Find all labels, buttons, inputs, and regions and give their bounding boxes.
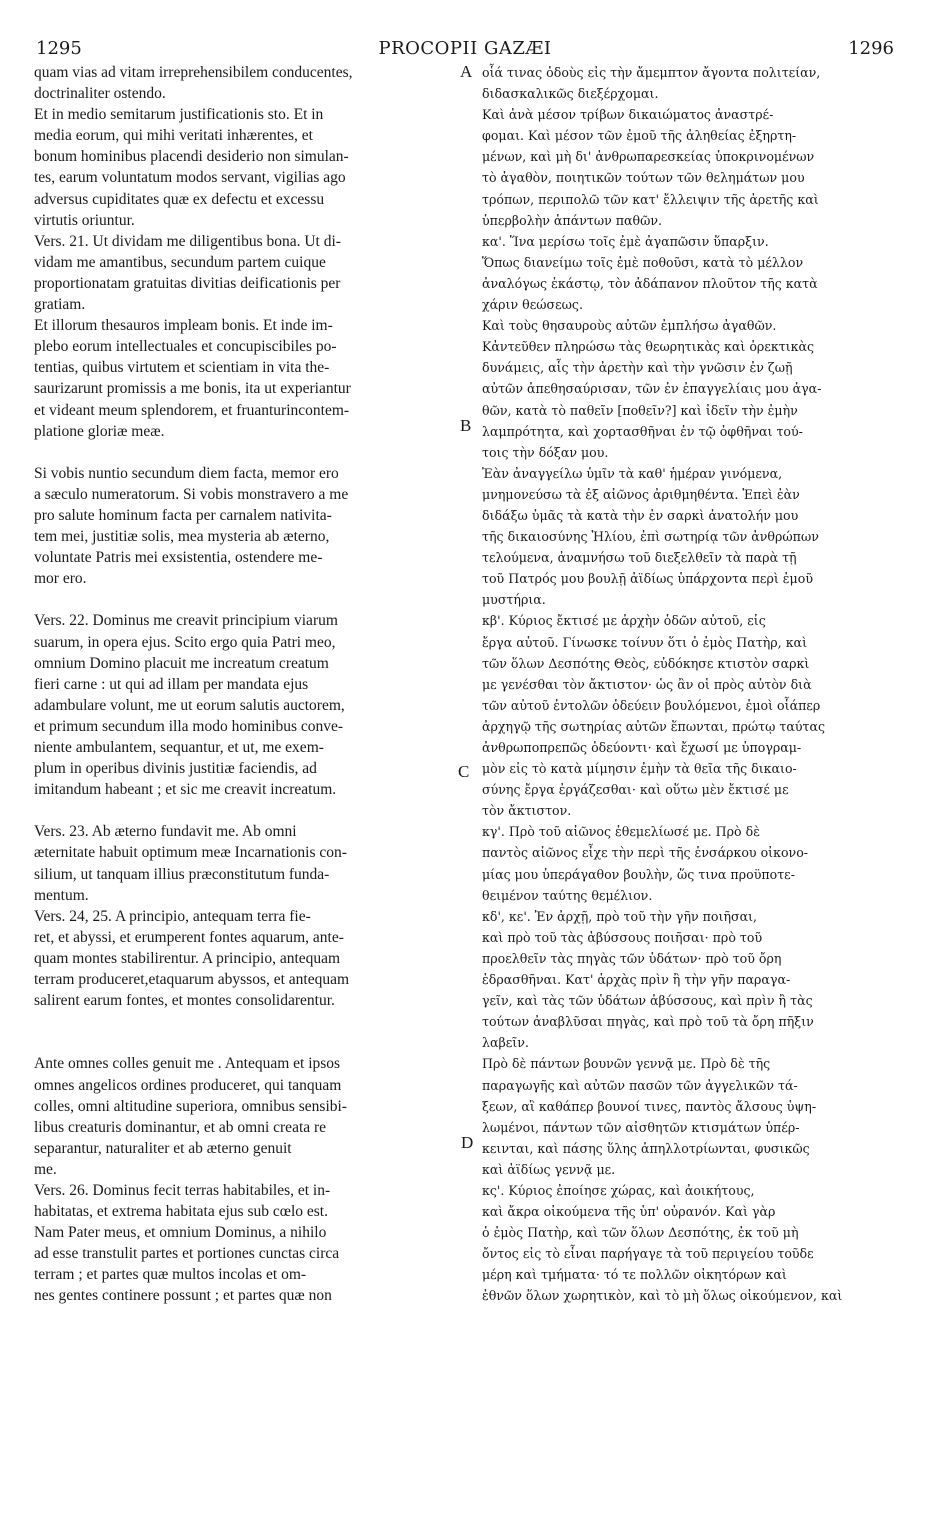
greek-text-line: ὁ ἐμὸς Πατὴρ, καὶ τῶν ὅλων Δεσπότης, ἐκ τοῦ μὴ [482,1225,799,1241]
greek-text-line: ἑδρασθῆναι. Κατ' ἀρχὰς πρὶν ἢ τὴν γῆν παραγα- [482,972,791,988]
latin-text-line: Vers. 23. Ab æterno fundavit me. Ab omni [34,823,297,841]
greek-text-line: σύνης ἔργα ἐργάζεσθαι· καὶ οὕτω μὲν ἔκτισέ με [482,782,789,798]
greek-text-line: ὄντος εἰς τὸ εἶναι παρήγαγε τὰ τοῦ περιγείου τοῦδε [482,1246,814,1262]
latin-text-line: Ante omnes colles genuit me . Antequam et ipsos [34,1055,341,1073]
margin-marker-b: B [460,416,472,435]
greek-text-line: τὸν ἄκτιστον. [482,803,572,819]
greek-text-line: μίας μου ὑπεράγαθον βουλὴν, ὥς τινα προϋποτε- [482,866,795,882]
latin-text-line: quam vias ad vitam irreprehensibilem conducentes, [34,64,353,81]
latin-text-line: omnium Domino placuit me increatum creatum [34,654,329,672]
latin-text-line: fieri carne : ut qui ad illam per mandata ejus [34,675,309,693]
latin-text-line: Et illorum thesauros impleam bonis. Et inde im- [34,317,333,335]
greek-text-line: καὶ ἀϊδίως γεννᾷ με. [482,1161,616,1177]
greek-text-line: λωμένοι, πάντων τῶν αἰσθητῶν κτισμάτων ὑπέρ- [482,1119,800,1135]
greek-text-line: λαμπρότητα, καὶ χορτασθῆναι ἐν τῷ ὀφθῆναι τού- [482,423,803,439]
latin-text-line: Nam Pater meus, et omnium Dominus, a nihilo [34,1224,327,1242]
latin-text-line: mentum. [34,886,89,904]
right-page-number: 1296 [848,38,894,59]
latin-text-line: tes, earum voluntatum modos servant, vigilias ago [34,169,346,187]
latin-text-line [34,1032,456,1053]
latin-text-line [34,800,456,821]
greek-text-line: με γενέσθαι τὸν ἄκτιστον· ὡς ἂν οἱ πρὸς αὐτὸν διὰ [482,676,812,692]
greek-text-line: προελθεῖν τὰς πηγὰς τῶν ὑδάτων· πρὸ τοῦ ὄρη [482,950,782,966]
greek-text-line: Κἀντεῦθεν πληρώσω τὰς θεωρητικὰς καὶ ὀρεκτικὰς [482,339,815,355]
latin-text-line: Vers. 21. Ut dividam me diligentibus bona. Ut di- [34,232,341,250]
greek-text-line: τῆς δικαιοσύνης Ἡλίου, ἐπὶ σωτηρίᾳ τῶν ἀνθρώπων [482,529,819,545]
greek-text-line: μυστήρια. [482,592,546,608]
latin-text-line: nes gentes continere possunt ; et partes quæ non [34,1287,332,1305]
greek-text-line: τελούμενα, ἀναμνήσω τοῦ διεξελθεῖν τὰ παρὰ τῇ [482,550,797,566]
latin-text-line: media eorum, qui mihi veritati inhærentes, et [34,127,313,145]
greek-text-line: δυνάμεις, αἷς τὴν ἀρετὴν καὶ τὴν γνῶσιν ἐν ζωῇ [482,360,793,376]
latin-text-line: et videant meum splendorem, et fruanturincontem- [34,401,350,419]
greek-text-line: τοῦ Πατρός μου βουλῇ ἀϊδίως ὑπάρχοντα περὶ ἐμοῦ [482,571,813,587]
greek-text-line: μένων, καὶ μὴ δι' ἀνθρωπαρεσκείας ὑποκρινομένων [482,149,815,165]
latin-text-line: me. [34,1160,57,1178]
latin-text-line: Et in medio semitarum justificationis sto. Et in [34,106,324,124]
latin-text-line: habitatas, et extrema habitata ejus sub cœlo est. [34,1203,328,1221]
greek-text-line: διδασκαλικῶς διεξέρχομαι. [482,86,659,102]
latin-column [34,62,456,1307]
latin-text-line: proportionatam gratuitas divitias deificationis per [34,274,341,292]
greek-text-line: μὸν εἰς τὸ κατὰ μίμησιν ἐμὴν τὰ θεῖα τῆς δικαιο- [482,761,797,777]
latin-text-line: omnes angelicos ordines produceret, qui tanquam [34,1076,342,1094]
latin-text-line: doctrinaliter ostendo. [34,85,166,103]
latin-text-line [34,1011,456,1032]
margin-marker-a: A [460,62,473,81]
greek-text-line: παραγωγῆς καὶ αὐτῶν πασῶν τῶν ἀγγελικῶν τά- [482,1077,798,1093]
greek-text-line: παντὸς αἰῶνος εἶχε τὴν περὶ τῆς ἐνσάρκου οἰκονο- [482,845,809,861]
greek-text-line: ἔργα αὐτοῦ. Γίνωσκε τοίνυν ὅτι ὁ ἐμὸς Πατὴρ, καὶ [482,634,808,650]
latin-text-line: et primum secundum illa modo hominibus conve- [34,717,344,735]
greek-text-line: κς'. Κύριος ἐποίησε χώρας, καὶ ἀοικήτους, [482,1182,755,1198]
latin-text-line: Vers. 22. Dominus me creavit principium viarum [34,612,338,630]
greek-text-line: Ἐὰν ἀναγγείλω ὑμῖν τὰ καθ' ἡμέραν γινόμενα, [482,465,783,481]
greek-text-line: Καὶ ἀνὰ μέσον τρίβων δικαιώματος ἀναστρέ- [482,107,774,123]
greek-text-line: αὐτῶν ἀπεθησαύρισαν, τῶν ἐν ἐπαγγελίαις μου ἀγα- [482,381,822,397]
greek-text-line: τὸ ἀγαθὸν, ποιητικῶν τούτων τῶν θελημάτων μου [482,170,805,186]
greek-text-line: κγ'. Πρὸ τοῦ αἰῶνος ἐθεμελίωσέ με. Πρὸ δὲ [482,824,760,840]
greek-text-line: ἀνθρωποπρεπῶς ὁδεύοντι· καὶ ἔχωσί με ὑπογραμ- [482,740,802,755]
greek-text-line: οἷά τινας ὁδοὺς εἰς τὴν ἄμεμπτον ἄγοντα πολιτείαν, [482,65,821,80]
greek-text-line: τῶν αὐτοῦ ἐντολῶν ὁδεύειν βουλόμενοι, ἐμοὶ οἷάπερ [482,697,821,713]
greek-text-line: κβ'. Κύριος ἔκτισέ με ἀρχὴν ὁδῶν αὐτοῦ, εἰς [482,613,766,629]
page-header [36,38,894,62]
latin-text-line: bonum hominibus placendi desiderio non simulan- [34,148,349,166]
latin-text-line [34,589,456,610]
margin-marker-c: C [458,762,470,781]
latin-text-line: gratiam. [34,296,86,314]
latin-text-line: virtutis oriuntur. [34,211,135,229]
greek-text-line: χάριν θεώσεως. [482,297,583,313]
greek-text-line: διδάξω ὑμᾶς τὰ κατὰ τὴν ἐν σαρκὶ ἀνατολήν μου [482,507,799,523]
greek-text-line: Πρὸ δὲ πάντων βουνῶν γεννᾷ με. Πρὸ δὲ τῆς [482,1056,771,1072]
latin-text-line: ad esse transtulit partes et portiones cunctas circa [34,1245,340,1263]
latin-text-line: vidam me amantibus, secundum partem cuique [34,253,326,271]
margin-marker-d: D [461,1133,474,1152]
greek-text-line: Καὶ τοὺς θησαυροὺς αὐτῶν ἐμπλήσω ἀγαθῶν. [482,318,777,334]
greek-column [482,62,894,1307]
latin-text-line [34,442,456,463]
latin-text-line: plum in operibus divinis justitiæ faciendis, ad [34,760,317,778]
latin-text-line: a sæculo numeratorum. Si vobis monstravero a me [34,485,349,503]
greek-text-line: μέρη καὶ τμήματα· τό τε πολλῶν οἰκητόρων καὶ [482,1267,787,1283]
greek-text-line: γεῖν, καὶ τὰς τῶν ὑδάτων ἀβύσσους, καὶ πρὶν ἢ τὰς [482,993,813,1009]
latin-text-line: pro salute hominum facta per carnalem nativita- [34,506,332,524]
greek-text-line: καὶ ἄκρα οἰκούμενα τῆς ὑπ' οὐρανόν. Καὶ γὰρ [482,1204,776,1220]
latin-text-line: tem mei, justitiæ solis, mea mysteria ab æterno, [34,528,330,546]
latin-text-line: terram ; et partes quæ multos incolas et om- [34,1266,307,1284]
latin-text-line: suarum, in opera ejus. Scito ergo quia Patri meo, [34,633,336,651]
latin-text-line: silium, ut tanquam illius præconstitutum funda- [34,865,330,883]
left-page-number: 1295 [36,38,82,59]
greek-text-line: φομαι. Καὶ μέσον τῶν ἐμοῦ τῆς ἀληθείας ἐξηρτη- [482,128,797,144]
latin-text-line: niente ambulantem, sequantur, et ut, me exem- [34,739,324,756]
latin-text-line: Vers. 24, 25. A principio, antequam terra fie- [34,907,311,925]
greek-text-line: ἀρχηγῷ τῆς σωτηρίας αὐτῶν ἕπωνται, πρώτῳ ταύτας [482,718,826,734]
latin-text-line: platione gloriæ meæ. [34,422,165,440]
latin-text-line: salirent earum fontes, et montes consolidarentur. [34,992,335,1010]
latin-text-line: libus creaturis dominantur, et ab omni creata re [34,1118,327,1136]
latin-text-line: imitandum habeant ; et sic me creavit increatum. [34,781,337,799]
greek-text-line: τῶν ὅλων Δεσπότης Θεὸς, εὐδόκησε κτιστὸν σαρκὶ [482,655,810,671]
latin-text-line: voluntate Patris mei exsistentia, ostendere me- [34,549,323,567]
greek-text-line: τούτων ἀναβλῦσαι πηγὰς, καὶ πρὸ τοῦ τὰ ὄρη πῆξιν [482,1014,814,1030]
greek-text-line: λαβεῖν. [482,1035,529,1051]
running-title: PROCOPII GAZÆI [378,38,552,59]
latin-text-line: æternitate habuit optimum meæ Incarnationis con- [34,844,347,862]
latin-text-line: Si vobis nuntio secundum diem facta, memor ero [34,464,339,482]
latin-text-line: mor ero. [34,570,87,588]
greek-text-line: θῶν, κατὰ τὸ παθεῖν [ποθεῖν?] καὶ ἰδεῖν τὴν ἐμὴν [482,402,798,418]
greek-text-line: ἐθνῶν ὅλων χωρητικὸν, καὶ τὸ μὴ ὅλως οἰκούμενον, καὶ [482,1288,843,1304]
greek-text-line: κα'. Ἵνα μερίσω τοῖς ἐμὲ ἀγαπῶσιν ὕπαρξιν. [482,233,769,249]
latin-text-line: separantur, naturaliter et ab æterno genuit [34,1139,292,1157]
greek-text-line: τρόπων, περιπολῶ τῶν κατ' ἔλλειψιν τῆς ἀρετῆς καὶ [482,191,819,207]
latin-text-line: plebo eorum intellectuales et concupiscibiles po- [34,338,337,356]
greek-text-line: κεινται, καὶ πάσης ὕλης ἀπηλλοτρίωνται, φυσικῶς [482,1140,810,1156]
greek-text-line: τοις τὴν δόξαν μου. [482,444,609,460]
latin-text-line: saurizarunt promissis a me bonis, ita ut experiantur [34,380,351,398]
greek-text-line: κδ', κε'. Ἐν ἀρχῇ, πρὸ τοῦ τὴν γῆν ποιῆσαι, [482,908,758,924]
greek-text-line: ὑπερβολὴν ἁπάντων παθῶν. [482,212,663,228]
latin-text-line: colles, omni altitudine superiora, omnibus sensibi- [34,1097,347,1115]
greek-text-line: θειμένον ταύτης θεμέλιον. [482,887,653,903]
greek-text-line: καὶ πρὸ τοῦ τὰς ἀβύσσους ποιῆσαι· πρὸ τοῦ [482,929,763,945]
latin-text-line: adambulare volunt, me ut eorum salutis auctorem, [34,696,345,714]
latin-text-line: ret, et abyssi, et erumperent fontes aquarum, ante- [34,928,344,946]
greek-text-line: Ὅπως διανείμω τοῖς ἐμὲ ποθοῦσι, κατὰ τὸ μέλλον [482,254,804,270]
greek-text-line: ξεων, αἳ καθάπερ βουνοί τινες, παντὸς ἄλσους ὑψη- [482,1098,817,1114]
latin-text-line: terram produceret,etaquarum abyssos, et antequam [34,971,350,989]
greek-text-line: μνημονεύσω τὰ ἐξ αἰῶνος ἀριθμηθέντα. Ἐπεὶ ἐὰν [482,486,800,502]
latin-text-line: quam montes stabilirentur. A principio, antequam [34,949,341,967]
latin-text-line: adversus cupiditates quæ ex defectu et excessu [34,190,325,208]
latin-text-line: Vers. 26. Dominus fecit terras habitabiles, et in- [34,1181,331,1199]
latin-text-line: tentias, quibus virtutem et scientiam in vita the- [34,359,330,377]
greek-text-line: ἀναλόγως ἑκάστῳ, τὸν ἀδάπανον πλοῦτον τῆς κατὰ [482,275,818,291]
